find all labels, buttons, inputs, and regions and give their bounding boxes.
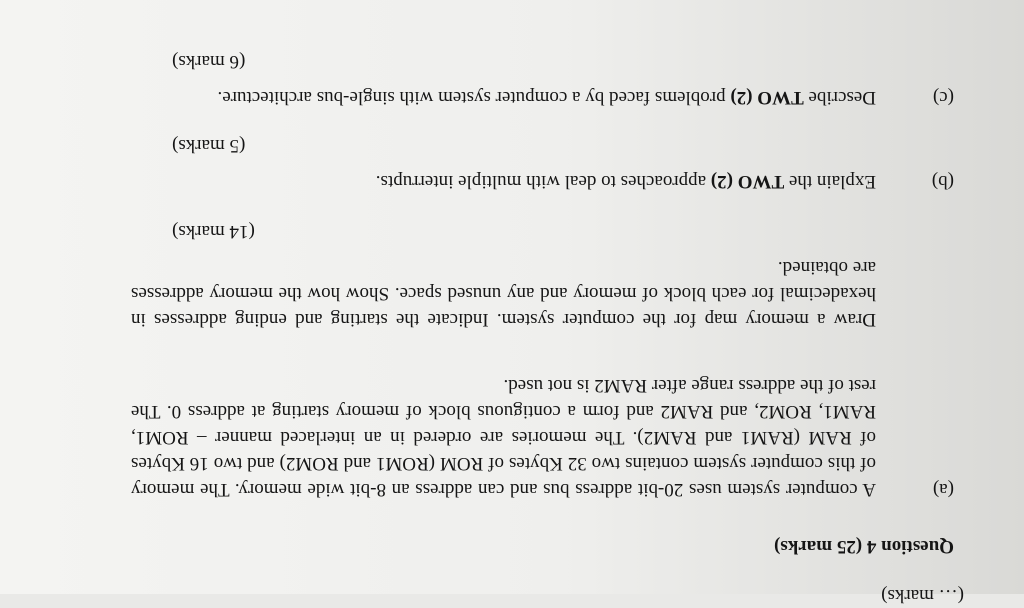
part-b-body (131, 168, 876, 194)
part-a-body (131, 372, 876, 502)
part-a-marks: (14 marks) (172, 221, 255, 242)
question-title: Question 4 (25 marks) (774, 536, 954, 557)
part-c-body (131, 84, 876, 110)
part-c-text-bold: TWO (2) (730, 87, 804, 108)
part-b-text-pre: Explain the (784, 171, 876, 192)
part-a-paragraph-1: A computer system uses 20-bit address bus and can address an 8-bit wide memory. The memory of this computer system contains two 32 Kbytes of ROM (ROM1 and ROM2) and two 16 Kbytes of RAM (RAM1 and RAM2). The memories are ordered in an interlaced manner – ROM1, RAM1, ROM2, and RAM2 and form a contiguous block of memory starting at address 0. The rest of the address range after RAM2 is not used. (131, 375, 876, 500)
part-b-marks: (5 marks) (172, 135, 246, 156)
part-a-label: (a) (932, 479, 954, 500)
part-b-label: (b) (931, 171, 954, 192)
previous-marks-cutoff: (… marks) (881, 585, 964, 606)
part-c-label: (c) (932, 87, 954, 108)
part-c-text-pre: Describe (803, 87, 876, 108)
part-c-text-post: problems faced by a computer system with single-bus architecture. (217, 87, 731, 108)
part-b-text-bold: TWO (2) (710, 171, 785, 192)
part-b-text-post: approaches to deal with multiple interrupts. (375, 171, 711, 192)
part-a-body-2 (131, 254, 876, 332)
part-a-paragraph-2: Draw a memory map for the computer system. Indicate the starting and ending addresses in hexadecimal for each block of memory and any unused space. Show how the memory addresses are obtained. (131, 257, 876, 330)
part-c-marks: (6 marks) (172, 51, 246, 72)
